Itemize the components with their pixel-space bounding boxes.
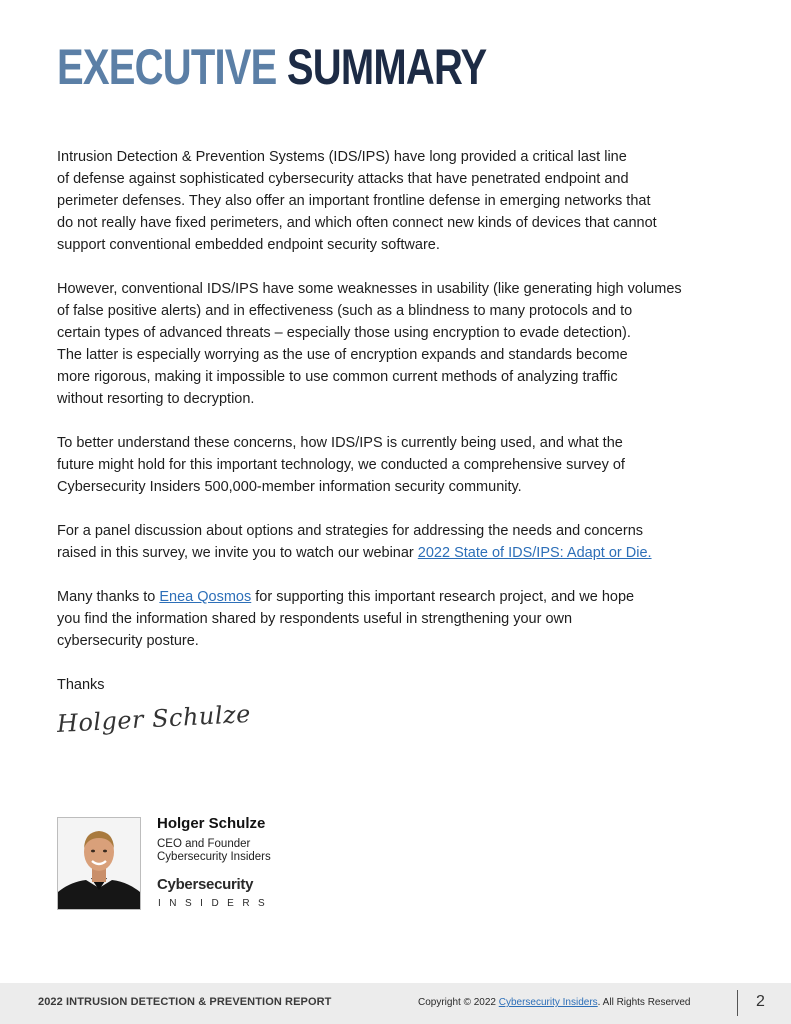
company-logo-wordmark: Cybersecurity bbox=[157, 876, 254, 893]
copyright-link[interactable]: Cybersecurity Insiders bbox=[498, 997, 598, 1008]
author-title: CEO and Founder bbox=[157, 838, 251, 850]
copyright-text: Copyright © 2022 bbox=[418, 997, 499, 1008]
text-line: The latter is especially worrying as the use of encryption expands and standards become bbox=[57, 347, 628, 363]
author-company: Cybersecurity Insiders bbox=[157, 851, 271, 863]
paragraph-sponsor bbox=[57, 586, 747, 652]
text-line: without resorting to decryption. bbox=[57, 391, 255, 407]
text-line: For a panel discussion about options and strategies for addressing the needs and concerns bbox=[57, 523, 644, 539]
paragraph-survey bbox=[57, 432, 747, 498]
closing-text: Thanks bbox=[57, 677, 105, 693]
webinar-link[interactable]: 2022 State of IDS/IPS: Adapt or Die. bbox=[417, 545, 652, 561]
sponsor-link[interactable]: Enea Qosmos bbox=[159, 589, 252, 605]
text-line: you find the information shared by respondents useful in strengthening your own bbox=[57, 611, 573, 627]
text-line: support conventional embedded endpoint security software. bbox=[57, 237, 440, 253]
report-title: 2022 INTRUSION DETECTION & PREVENTION REPORT bbox=[38, 996, 332, 1008]
page-title bbox=[57, 38, 486, 96]
paragraph-webinar bbox=[57, 520, 747, 564]
text-line: of false positive alerts) and in effectiveness (such as a blindness to many protocols and to bbox=[57, 303, 633, 319]
body-text bbox=[57, 146, 747, 696]
text-line: cybersecurity posture. bbox=[57, 633, 199, 649]
portrait-image bbox=[58, 818, 140, 909]
paragraph-intro bbox=[57, 146, 747, 256]
page-footer bbox=[0, 983, 791, 1024]
sponsor-text: Many thanks to bbox=[57, 589, 160, 605]
text-line: do not really have fixed perimeters, and which often connect new kinds of devices that cannot bbox=[57, 215, 657, 231]
company-logo-subtitle: INSIDERS bbox=[158, 898, 274, 909]
footer-divider bbox=[737, 990, 738, 1016]
title-word-summary: SUMMARY bbox=[286, 39, 487, 95]
text-line: To better understand these concerns, how IDS/IPS is currently being used, and what the bbox=[57, 435, 623, 451]
sponsor-text: for supporting this important research project, and we hope bbox=[251, 589, 635, 605]
page-number: 2 bbox=[756, 993, 765, 1010]
text-line: future might hold for this important technology, we conducted a comprehensive survey of bbox=[57, 457, 625, 473]
title-word-executive: EXECUTIVE bbox=[57, 39, 277, 95]
copyright bbox=[418, 997, 691, 1008]
paragraph-weaknesses bbox=[57, 278, 747, 410]
copyright-text: . All Rights Reserved bbox=[597, 997, 691, 1008]
text-line: perimeter defenses. They also offer an important frontline defense in emerging networks that bbox=[57, 193, 651, 209]
signature: Holger Schulze bbox=[56, 699, 252, 738]
author-name: Holger Schulze bbox=[157, 815, 266, 832]
text-line: Intrusion Detection & Prevention Systems (IDS/IPS) have long provided a critical last line bbox=[57, 149, 627, 165]
text-line bbox=[57, 542, 747, 564]
author-photo bbox=[57, 817, 141, 910]
webinar-text: raised in this survey, we invite you to watch our webinar bbox=[57, 545, 418, 561]
text-line: certain types of advanced threats – especially those using encryption to evade detection). bbox=[57, 325, 631, 341]
text-line: of defense against sophisticated cybersecurity attacks that have penetrated endpoint and bbox=[57, 171, 629, 187]
text-line: However, conventional IDS/IPS have some weaknesses in usability (like generating high volumes bbox=[57, 281, 682, 297]
author-profile bbox=[157, 815, 271, 864]
text-line: more rigorous, making it impossible to use common current methods of analyzing traffic bbox=[57, 369, 618, 385]
text-line bbox=[57, 586, 747, 608]
text-line: Cybersecurity Insiders 500,000-member information security community. bbox=[57, 479, 522, 495]
